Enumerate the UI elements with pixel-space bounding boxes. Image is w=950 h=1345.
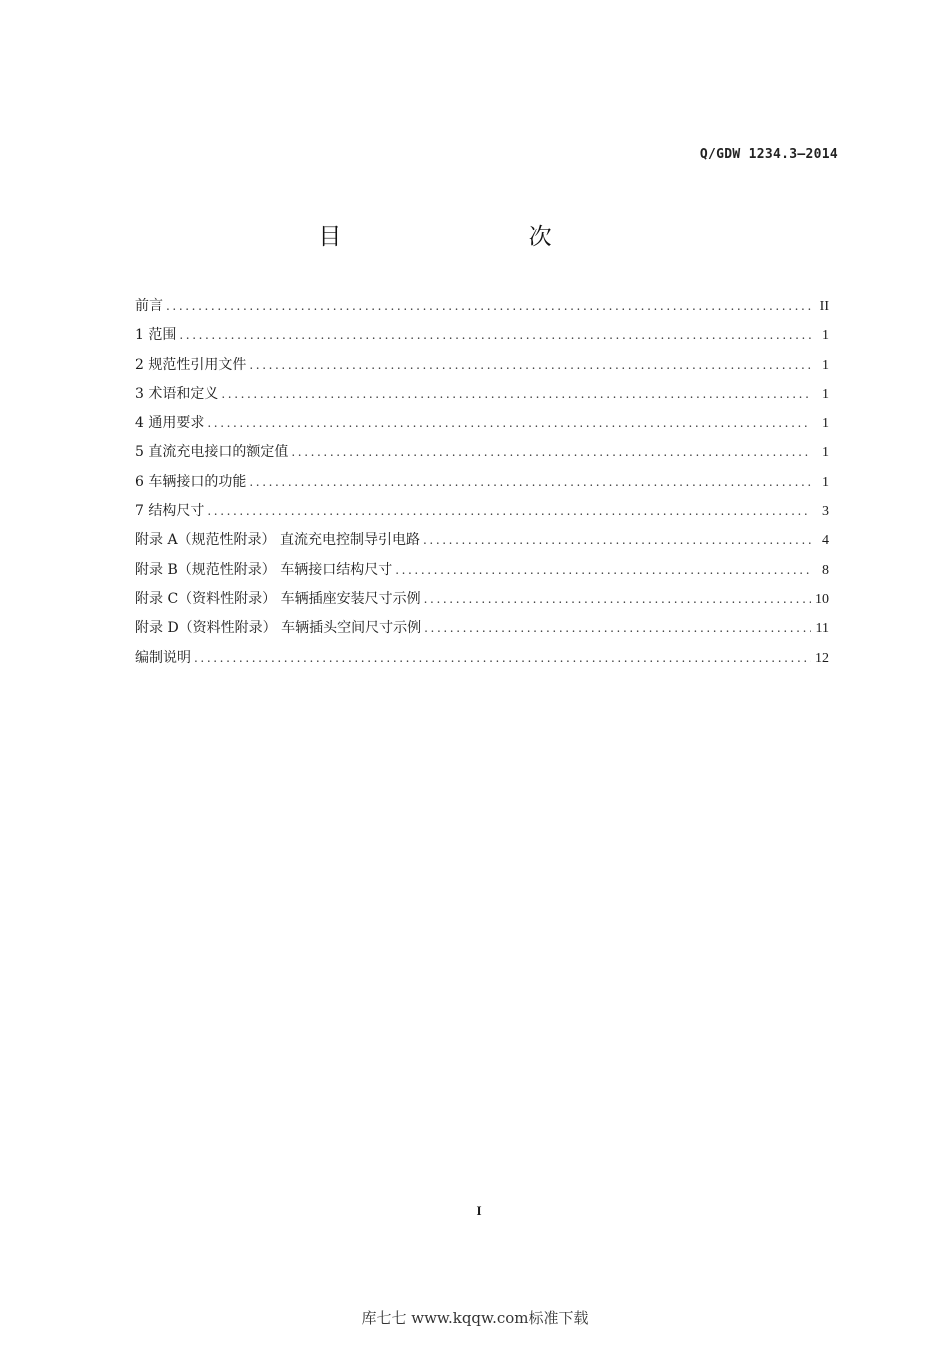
toc-leader-dots xyxy=(395,556,811,585)
toc-leader-dots xyxy=(291,438,811,467)
toc-entry-label: 7 结构尺寸 xyxy=(135,503,205,520)
toc-leader-dots xyxy=(249,351,811,380)
toc-entry-appendix-a[interactable] xyxy=(135,526,829,555)
toc-entry-label: 附录 A（规范性附录） 直流充电控制导引电路 xyxy=(135,532,421,549)
toc-entry-label: 6 车辆接口的功能 xyxy=(135,473,247,490)
toc-entry-page: 1 xyxy=(822,474,829,490)
toc-entry-terms-definitions[interactable] xyxy=(135,380,829,409)
toc-entry-label: 5 直流充电接口的额定值 xyxy=(135,444,289,461)
toc-entry-page: 1 xyxy=(822,445,829,461)
toc-entry-page: 8 xyxy=(822,562,829,578)
toc-entry-label: 编制说明 xyxy=(135,649,191,666)
toc-leader-dots xyxy=(179,321,811,350)
toc-entry-label: 1 范围 xyxy=(135,327,177,344)
toc-entry-compilation-notes[interactable] xyxy=(135,644,829,673)
document-code: Q/GDW 1234.3—2014 xyxy=(699,147,838,162)
toc-entry-label: 前言 xyxy=(135,298,163,314)
toc-entry-label: 附录 C（资料性附录） 车辆插座安装尺寸示例 xyxy=(135,590,421,607)
toc-entry-label: 3 术语和定义 xyxy=(135,385,219,402)
toc-entry-page: 10 xyxy=(815,591,829,607)
toc-entry-functions[interactable] xyxy=(135,468,829,497)
toc-entry-page: 1 xyxy=(822,328,829,344)
toc-leader-dots xyxy=(207,497,811,526)
footer-watermark: 库七七 www.kqqw.com标准下载 xyxy=(361,1309,589,1327)
toc-entry-label: 附录 D（资料性附录） 车辆插头空间尺寸示例 xyxy=(135,620,422,637)
toc-entry-page: 1 xyxy=(822,416,829,432)
toc-entry-page: 3 xyxy=(822,504,829,520)
toc-leader-dots xyxy=(221,380,811,409)
toc-entry-label: 2 规范性引用文件 xyxy=(135,356,247,373)
toc-entry-normative-references[interactable] xyxy=(135,351,829,380)
toc-leader-dots xyxy=(194,644,811,673)
toc-entry-page: II xyxy=(819,299,829,314)
toc-entry-label: 附录 B（规范性附录） 车辆接口结构尺寸 xyxy=(135,561,393,578)
toc-entry-scope[interactable] xyxy=(135,321,829,350)
toc-entry-page: 1 xyxy=(822,386,829,402)
toc-entry-appendix-c[interactable] xyxy=(135,585,829,614)
toc-entry-page: 12 xyxy=(815,650,829,666)
toc-entry-label: 4 通用要求 xyxy=(135,415,205,432)
toc-entry-page: 11 xyxy=(815,621,829,637)
toc-entry-appendix-d[interactable] xyxy=(135,614,829,643)
toc-entry-page: 1 xyxy=(822,357,829,373)
toc-entry-page: 4 xyxy=(822,533,829,549)
toc-leader-dots xyxy=(166,292,811,321)
table-of-contents xyxy=(135,292,829,673)
toc-entry-appendix-b[interactable] xyxy=(135,556,829,585)
toc-leader-dots xyxy=(207,409,811,438)
toc-leader-dots xyxy=(423,526,811,555)
toc-title: 目 次 xyxy=(318,224,642,250)
toc-leader-dots xyxy=(424,585,811,614)
toc-entry-preface[interactable] xyxy=(135,292,829,321)
toc-entry-general-requirements[interactable] xyxy=(135,409,829,438)
page-number: I xyxy=(476,1203,482,1218)
toc-entry-ratings[interactable] xyxy=(135,438,829,467)
toc-leader-dots xyxy=(424,614,811,643)
toc-entry-dimensions[interactable] xyxy=(135,497,829,526)
toc-leader-dots xyxy=(249,468,811,497)
